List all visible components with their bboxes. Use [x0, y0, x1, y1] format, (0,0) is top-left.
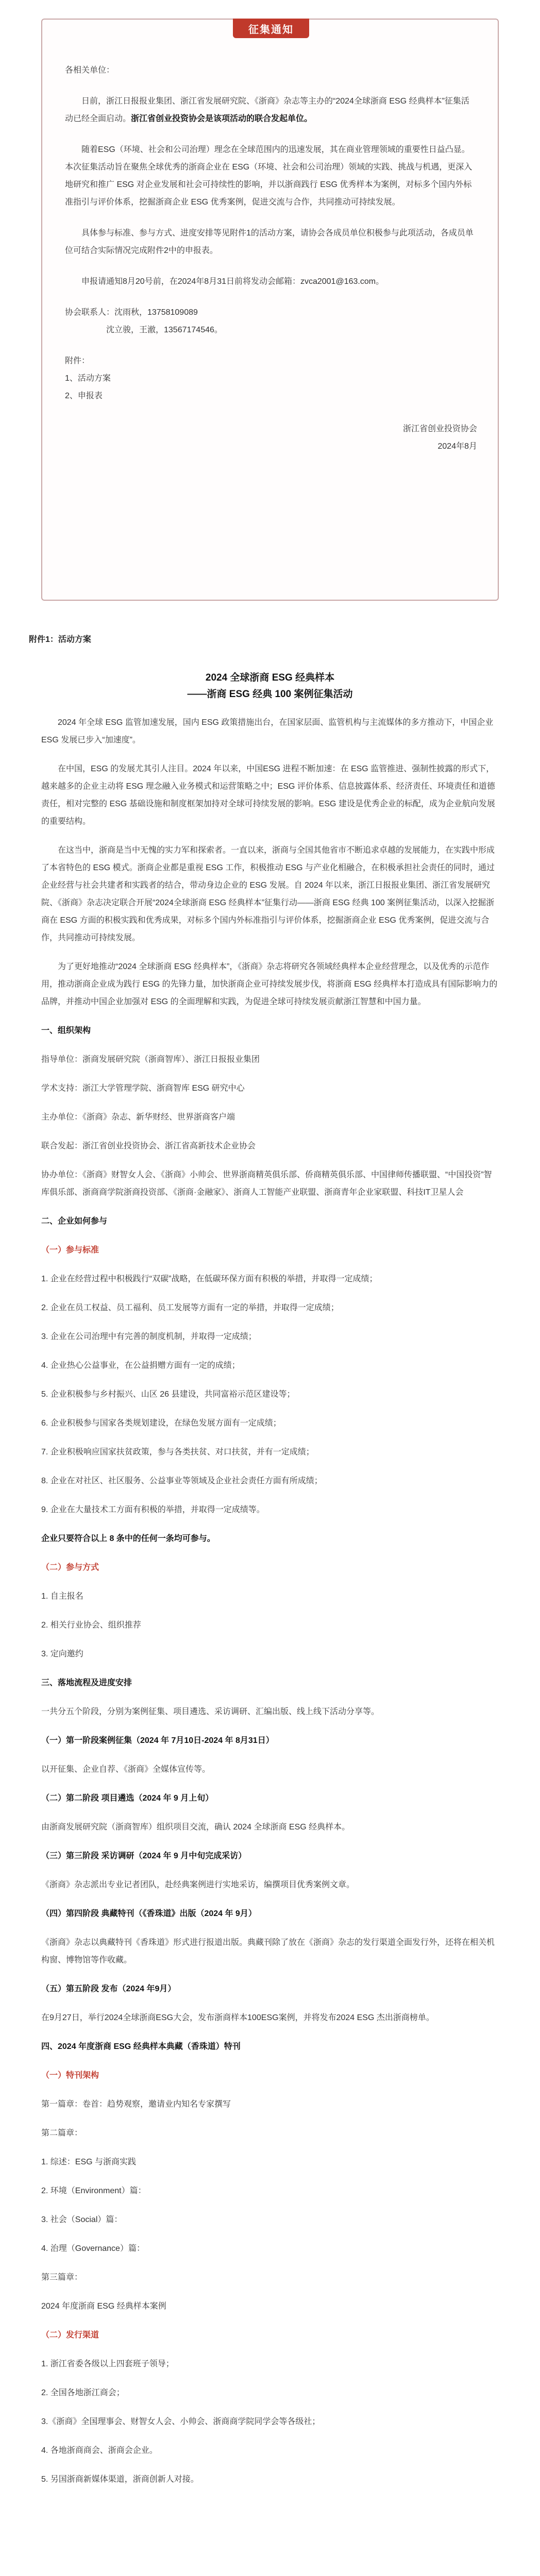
- plan-paragraph: 为了更好地推动“2024 全球浙商 ESG 经典样本”，《浙商》杂志将研究各领域经典样本企业经营理念，以及优秀的示范作用，推动浙商企业成为践行 ESG 的先锋力量，加快浙商企业可持续发展步伐，将浙商 ESG 经典样本打造成具有国际影响力的品牌，并推动中国企业加强对 ESG 的全面理解和实践，为促进全球可持续发展贡献浙江智慧和中国力量。: [41, 962, 498, 1006]
- method-item: 3. 定向邀约: [41, 1650, 83, 1658]
- phase-heading: （三）第三阶段 采访调研（2024 年 9 月中旬完成采访）: [41, 1852, 247, 1860]
- criteria-item: 5. 企业积极参与乡村振兴、山区 26 县建设，共同富裕示范区建设等；: [41, 1390, 295, 1399]
- criteria-note: 企业只要符合以上 8 条中的任何一条均可参与。: [41, 1534, 215, 1543]
- channel-item: 5. 另国浙商新媒体渠道，浙商创新人对接。: [41, 2475, 199, 2484]
- criteria-item: 9. 企业在大量技术工方面有积极的举措，并取得一定成绩等。: [41, 1505, 265, 1514]
- org-line: 指导单位：浙商发展研究院（浙商智库）、浙江日报报业集团: [41, 1055, 260, 1064]
- criteria-item: 8. 企业在对社区、社区服务、公益事业等领域及企业社会责任方面有所成绩；: [41, 1477, 323, 1485]
- section-heading: 二、企业如何参与: [41, 1217, 108, 1226]
- notice-body: [65, 62, 477, 469]
- subsection-heading: （二）参与方式: [41, 1563, 99, 1572]
- greeting: 各相关单位：: [65, 66, 115, 75]
- issue-structure-item: 4. 治理（Governance）篇：: [41, 2244, 145, 2253]
- subsection-heading: （一）参与标准: [41, 1246, 99, 1255]
- attachment-item[interactable]: 1、活动方案: [65, 374, 111, 383]
- channel-item: 4. 各地浙商商会、浙商会企业。: [41, 2446, 158, 2455]
- plan-paragraph: 2024 年全球 ESG 监管加速发展，国内 ESG 政策措施出台，在国家层面、监管机构与主流媒体的多方推动下，中国企业 ESG 发展已步入“加速度”。: [41, 718, 494, 744]
- issue-structure-item: 3. 社会（Social）篇：: [41, 2215, 123, 2224]
- issue-structure-item: 第三篇章：: [41, 2273, 83, 2282]
- org-line: 协办单位：《浙商》财智女人会、《浙商》小帅会、世界浙商精英俱乐部、侨商精英俱乐部、中国律师传播联盟、“中国投资”智库俱乐部、浙商商学院浙商投资部、《浙商·金融家》、浙商人工智能产业联盟、浙商青年企业家联盟、科技IT卫星人会: [41, 1171, 492, 1197]
- plan-paragraph: 在这当中，浙商是当中无愧的实力军和探索者。一直以来，浙商与全国其他省市不断追求卓越的发展能力，在实践中形成了本省特色的 ESG 模式。浙商企业都是重视 ESG 工作，积极推动 ESG 与产业化相融合，在积极承担社会责任的同时，通过企业经营与社会共建者和实践者的结合，带动身边企业的 ESG 发展。自 2024 年以来，浙江日报报业集团、浙江省发展研究院、《浙商》杂志决定联合开展“2024全球浙商 ESG 经典样本”征集行动——浙商 ESG 经典 100 案例征集活动，以深入挖掘浙商在 ESG 方面的积极实践和优秀成果，对标多个国内外标准指引与评价体系，挖掘浙商企业 ESG 优秀案例，促进交流与合作，共同推动可持续发展。: [41, 846, 495, 942]
- method-item: 1. 自主报名: [41, 1592, 83, 1601]
- plan-subtitle: ——浙商 ESG 经典 100 案例征集活动: [187, 689, 353, 700]
- notice-card: [41, 19, 499, 601]
- schedule-intro: 一共分五个阶段，分别为案例征集、项目遴选、采访调研、汇编出版、线上线下活动分享等。: [41, 1707, 380, 1716]
- attachment1-body: [41, 670, 499, 2500]
- issue-structure-item: 第二篇章：: [41, 2129, 83, 2138]
- phase-heading: （二）第二阶段 项目遴选（2024 年 9 月上旬）: [41, 1794, 214, 1803]
- section-heading: 四、2024 年度浙商 ESG 经典样本典藏（香珠道）特刊: [41, 2042, 241, 2051]
- channel-item: 1. 浙江省委各级以上四套班子领导；: [41, 2360, 174, 2368]
- criteria-item: 1. 企业在经营过程中积极践行“双碳”战略，在低碳环保方面有积极的举措，并取得一定成绩；: [41, 1275, 378, 1283]
- notice-paragraph: 申报请通知8月20号前，在2024年8月31日前将发动会邮箱：zvca2001@163.com。: [81, 277, 384, 286]
- phase-text: 《浙商》杂志以典藏特刊《香珠道》形式进行报道出版。典藏刊除了放在《浙商》杂志的发行渠道全面发行外，还将在相关机构窗、博物馆等作收藏。: [41, 1938, 495, 1964]
- signer: 浙江省创业投资协会: [402, 425, 477, 433]
- phase-heading: （四）第四阶段 典藏特刊（《香珠道》出版（2024 年 9月）: [41, 1909, 257, 1918]
- issue-structure-item: 1. 综述：ESG 与浙商实践: [41, 2158, 137, 2166]
- notice-paragraph: 具体参与标准、参与方式、进度安排等见附件1的活动方案，请协会各成员单位积极参与此项活动，各成员单位可结合实际情况完成附件2中的申报表。: [65, 229, 474, 255]
- attachment-label: 附件：: [65, 357, 90, 365]
- contact-line: 协会联系人：沈雨秋，13758109089: [65, 308, 198, 317]
- method-item: 2. 相关行业协会、组织推荐: [41, 1621, 141, 1630]
- criteria-item: 3. 企业在公司治理中有完善的制度机制，并取得一定成绩；: [41, 1332, 257, 1341]
- subsection-heading: （二）发行渠道: [41, 2331, 99, 2340]
- org-line: 学术支持：浙江大学管理学院、浙商智库 ESG 研究中心: [41, 1084, 245, 1093]
- contact-line: 沈立骏，王澈，13567174546。: [106, 326, 223, 334]
- subsection-heading: （一）特刊架构: [41, 2071, 99, 2080]
- notice-text: 日前，浙江日报报业集团、浙江省发展研究院、《浙商》杂志等主办的“2024全球浙商 ESG 经典样本”征集活动已经全面启动。: [65, 97, 469, 123]
- notice-paragraph: 随着ESG（环境、社会和公司治理）理念在全球范围内的迅速发展，其在商业管理领域的重要性日益凸显。本次征集活动旨在聚焦全球优秀的浙商企业在 ESG（环境、社会和公司治理）领域的实践、挑战与机遇，更深入地研究和推广 ESG 对企业发展和社会可持续性的影响，并以浙商践行 ESG 优秀样本为案例，对标多个国内外标准指引与评价体系，挖掘浙商企业 ESG 优秀案例，促进交流与合作，共同推动可持续发展。: [65, 145, 472, 207]
- phase-text: 由浙商发展研究院（浙商智库）组织项目交流，确认 2024 全球浙商 ESG 经典样本。: [41, 1823, 350, 1832]
- criteria-item: 2. 企业在员工权益、员工福利、员工发展等方面有一定的举措，并取得一定成绩；: [41, 1303, 339, 1312]
- section-heading: 一、组织架构: [41, 1026, 91, 1035]
- plan-paragraph: 在中国，ESG 的发展尤其引人注目。2024 年以来，中国ESG 进程不断加速：在 ESG 监管推进、强制性披露的形式下，越来越多的企业主动将 ESG 理念融入业务模式和运营策略之中；ESG 评价体系、信息披露体系、经济责任、环境责任和道德责任，相对完整的 ESG 基础设施和制度框架加持对全球可持续发展的影响。ESG 建设是优秀企业的标配，成为企业航向发展的重要结构。: [41, 765, 495, 826]
- channel-item: 3.《浙商》全国理事会、财智女人会、小帅会、浙商商学院同学会等各级社；: [41, 2417, 320, 2426]
- channel-item: 2. 全国各地浙江商会；: [41, 2388, 125, 2397]
- plan-title: 2024 全球浙商 ESG 经典样本: [205, 672, 335, 683]
- phase-text: 在9月27日，举行2024全球浙商ESG大会，发布浙商样本100ESG案例，并将发布2024 ESG 杰出浙商榜单。: [41, 2013, 434, 2022]
- issue-structure-item: 2. 环境（Environment）篇：: [41, 2187, 146, 2195]
- phase-heading: （五）第五阶段 发布（2024 年9月）: [41, 1985, 176, 1993]
- phase-heading: （一）第一阶段案例征集（2024 年 7月10日-2024 年 8月31日）: [41, 1736, 274, 1745]
- org-line: 主办单位：《浙商》杂志、新华财经、世界浙商客户端: [41, 1113, 235, 1122]
- section-heading: 三、落地流程及进度安排: [41, 1679, 132, 1687]
- notice-date: 2024年8月: [437, 442, 477, 451]
- attachment-item[interactable]: 2、申报表: [65, 392, 103, 400]
- issue-structure-item: 2024 年度浙商 ESG 经典样本案例: [41, 2302, 166, 2311]
- criteria-item: 4. 企业热心公益事业，在公益捐赠方面有一定的成绩；: [41, 1361, 240, 1370]
- notice-paragraph: [65, 93, 477, 128]
- criteria-item: 6. 企业积极参与国家各类规划建设，在绿色发展方面有一定成绩；: [41, 1419, 281, 1428]
- attachment1-label: 附件1：活动方案: [29, 635, 91, 644]
- phase-text: 以开征集、企业自荐、《浙商》全媒体宣传等。: [41, 1765, 211, 1774]
- notice-highlight: 浙江省创业投资协会是该项活动的联合发起单位。: [131, 114, 313, 123]
- issue-structure-item: 第一篇章：卷首：趋势观察，邀请业内知名专家撰写: [41, 2100, 231, 2109]
- phase-text: 《浙商》杂志派出专业记者团队，赴经典案例进行实地采访，编撰项目优秀案例文章。: [41, 1880, 355, 1889]
- notice-badge: 征集通知: [233, 19, 309, 38]
- criteria-item: 7. 企业积极响应国家扶贫政策，参与各类扶贫、对口扶贫，并有一定成绩；: [41, 1448, 314, 1456]
- org-line: 联合发起：浙江省创业投资协会、浙江省高新技术企业协会: [41, 1142, 256, 1150]
